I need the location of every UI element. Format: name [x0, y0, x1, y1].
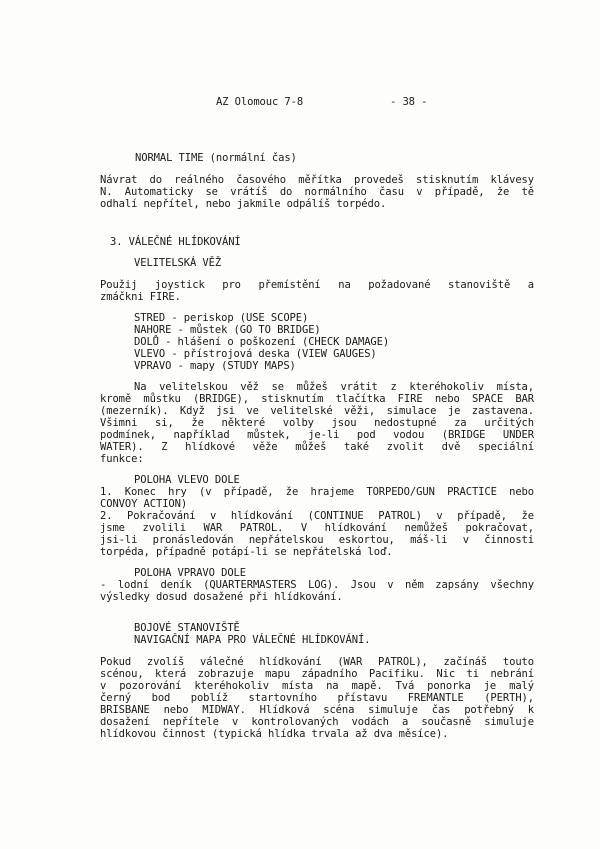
option-item: NAHORE - můstek (GO TO BRIDGE)	[134, 324, 321, 336]
poloha-vpravo-line: - lodní deník (QUARTERMASTERS LOG). Jsou v něm zapsány všechny	[100, 579, 534, 591]
option-item: VPRAVO - mapy (STUDY MAPS)	[134, 360, 296, 372]
body-line: funkce:	[100, 453, 144, 465]
section-heading: 3. VÁLEČNÉ HLÍDKOVÁNÍ	[110, 236, 241, 248]
normal-time-heading: NORMAL TIME (normální čas)	[135, 152, 297, 164]
bojove-line: v pozorování kteréhokoliv místa na mapě. Tvá ponorka je malý	[100, 680, 534, 692]
bojove-line: černý bod poblíž startovního přístavu FREMANTLE (PERTH),	[100, 692, 534, 704]
poloha-vlevo-line: jsme zvolili WAR PATROL. V hlídkování nemůžeš pokračovat,	[100, 522, 534, 534]
normal-time-line: N. Automaticky se vrátíš do normálního času v případě, že tě	[100, 186, 534, 198]
option-item: DOLŮ - hlášení o poškození (CHECK DAMAGE)	[134, 336, 390, 348]
body-line: WATER). Z hlídkové věže můžeš také zvolit dvě speciální	[100, 441, 534, 453]
option-item: STRED - periskop (USE SCOPE)	[134, 312, 309, 324]
body-line: kromě můstku (BRIDGE), stisknutím tlačítka FIRE nebo SPACE BAR	[100, 393, 534, 405]
bojove-line: Pokud zvolíš válečné hlídkování (WAR PATROL), začínáš touto	[100, 656, 534, 668]
bojove-line: BRISBANE nebo MIDWAY. Hlídková scéna simuluje čas potřebný k	[100, 704, 534, 716]
intro-line: Použij joystick pro přemístění na požadované stanoviště a	[100, 279, 534, 291]
bojove-line: scénou, která zobrazuje mapu západního Pacifiku. Nic ti nebrání	[100, 668, 534, 680]
poloha-vlevo-line: CONVOY ACTION)	[100, 498, 188, 510]
poloha-vlevo-line: jsi-li pronásledován nepřátelskou eskortou, máš-li v činnosti	[100, 534, 534, 546]
body-line: Na velitelskou věž se můžeš vrátit z kteréhokoliv místa,	[134, 381, 534, 393]
bojove-line: dosažení nepřítele v kontrolovaných vodách a současně simuluje	[100, 716, 534, 728]
normal-time-line: odhalí nepřítel, nebo jakmile odpálíš torpédo.	[100, 198, 387, 210]
poloha-vlevo-heading: POLOHA VLEVO DOLE	[134, 474, 240, 486]
poloha-vpravo-heading: POLOHA VPRAVO DOLE	[134, 567, 246, 579]
poloha-vlevo-line: torpéda, případně potápí-li se nepřátelská loď.	[100, 546, 393, 558]
poloha-vlevo-line: 2. Pokračování v hlídkování (CONTINUE PATROL) v případě, že	[100, 510, 534, 522]
bojove-line: hlídkovou činnost (typická hlídka trvala až dva měsíce).	[100, 728, 449, 740]
bojove-heading: BOJOVÉ STANOVIŠTĚ	[134, 622, 240, 634]
header-source: AZ Olomouc 7-8	[216, 96, 304, 108]
option-item: VLEVO - přístrojová deska (VIEW GAUGES)	[134, 348, 377, 360]
body-line: podmínek, například můstek, je-li pod vodou (BRIDGE UNDER	[100, 429, 534, 441]
section-subheading: VELITELSKÁ VĚŽ	[134, 257, 222, 269]
page-number: - 38 -	[390, 96, 428, 108]
poloha-vpravo-line: výsledky dosud dosažené při hlídkování.	[100, 591, 343, 603]
normal-time-line: Návrat do reálného časového měřítka provedeš stisknutím klávesy	[100, 174, 534, 186]
body-line: Všimni si, že některé volby jsou nedostupné za určitých	[100, 417, 534, 429]
poloha-vlevo-line: 1. Konec hry (v případě, že hrajeme TORPEDO/GUN PRACTICE nebo	[100, 486, 534, 498]
intro-line: zmáčkni FIRE.	[100, 291, 181, 303]
navigation-map-heading: NAVIGAČNÍ MAPA PRO VÁLEČNÉ HLÍDKOVÁNÍ.	[134, 634, 371, 646]
body-line: (mezerník). Když jsi ve velitelské věži, simulace je zastavena.	[100, 405, 534, 417]
